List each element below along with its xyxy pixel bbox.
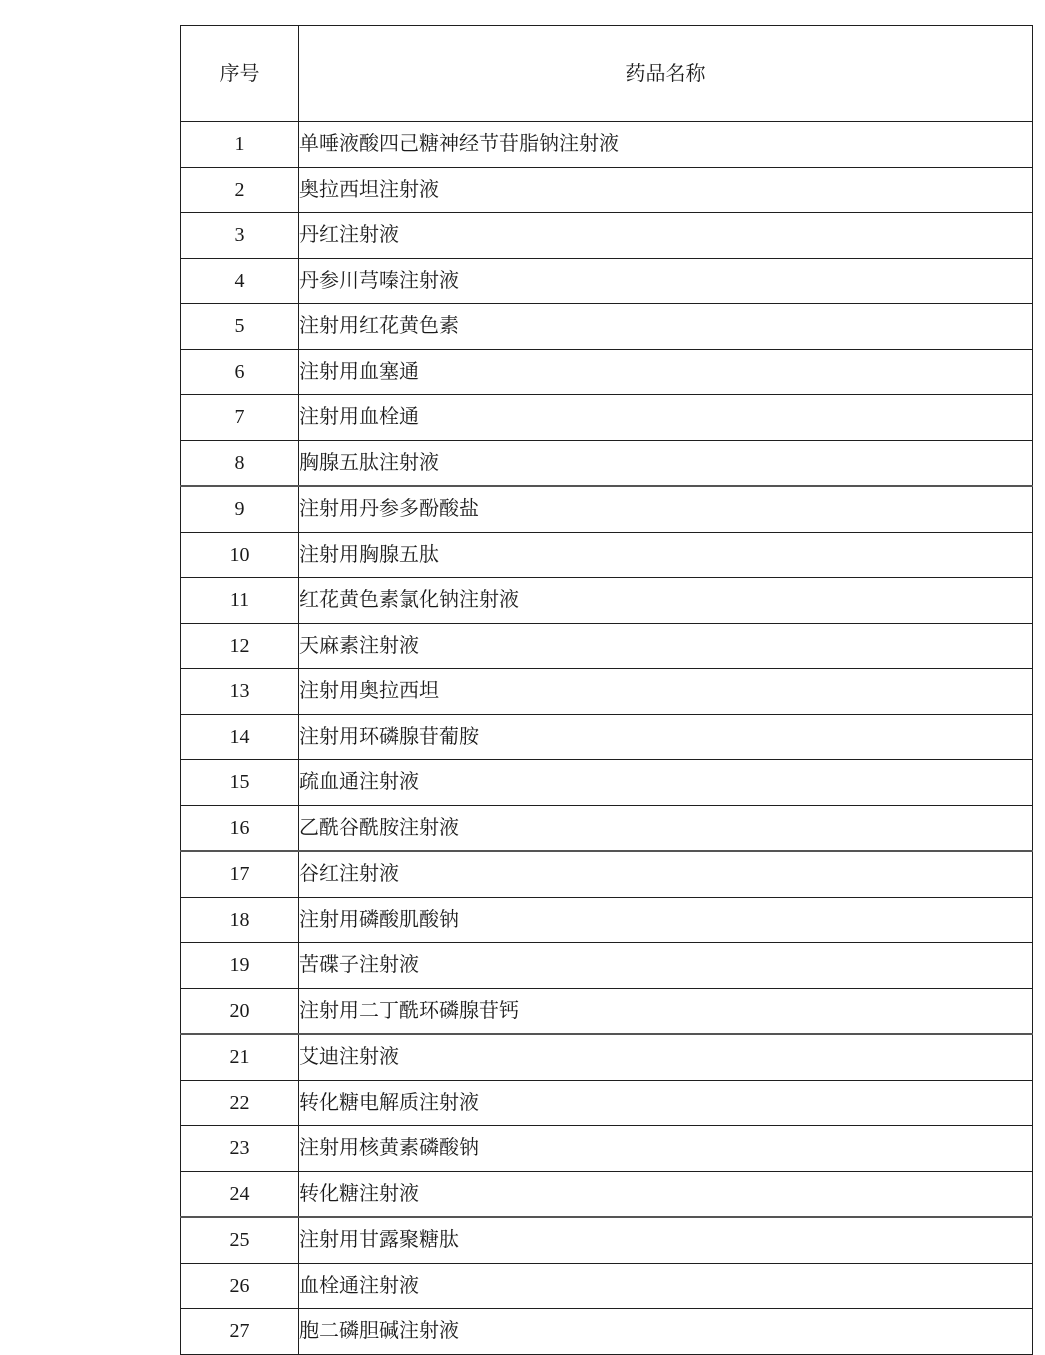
row-number-cell: 11 — [181, 578, 299, 624]
drug-table-header — [181, 26, 1033, 122]
drug-name-cell: 单唾液酸四己糖神经节苷脂钠注射液 — [299, 122, 1033, 168]
drug-name-cell: 注射用甘露聚糖肽 — [299, 1217, 1033, 1263]
drug-name-cell: 胞二磷胆碱注射液 — [299, 1309, 1033, 1355]
row-number-cell: 7 — [181, 395, 299, 441]
row-number-cell: 1 — [181, 122, 299, 168]
table-row — [181, 1126, 1033, 1172]
drug-name-cell: 胸腺五肽注射液 — [299, 440, 1033, 486]
table-row — [181, 988, 1033, 1034]
row-number-cell: 22 — [181, 1080, 299, 1126]
table-row — [181, 395, 1033, 441]
row-number-cell: 24 — [181, 1171, 299, 1217]
row-number-cell: 14 — [181, 714, 299, 760]
table-row — [181, 1309, 1033, 1355]
drug-name-cell: 疏血通注射液 — [299, 760, 1033, 806]
row-number-cell: 13 — [181, 669, 299, 715]
row-number-cell: 18 — [181, 897, 299, 943]
row-number-cell: 5 — [181, 304, 299, 350]
drug-name-cell: 乙酰谷酰胺注射液 — [299, 805, 1033, 851]
row-number-cell: 26 — [181, 1263, 299, 1309]
row-number-cell: 2 — [181, 167, 299, 213]
drug-name-cell: 转化糖注射液 — [299, 1171, 1033, 1217]
drug-name-cell: 艾迪注射液 — [299, 1034, 1033, 1080]
table-row — [181, 486, 1033, 532]
row-number-cell: 17 — [181, 851, 299, 897]
table-row — [181, 1034, 1033, 1080]
drug-name-cell: 血栓通注射液 — [299, 1263, 1033, 1309]
drug-name-cell: 注射用红花黄色素 — [299, 304, 1033, 350]
table-row — [181, 1263, 1033, 1309]
table-row — [181, 578, 1033, 624]
drug-name-cell: 苦碟子注射液 — [299, 943, 1033, 989]
row-number-cell: 21 — [181, 1034, 299, 1080]
row-number-cell: 12 — [181, 623, 299, 669]
drug-name-cell: 注射用环磷腺苷葡胺 — [299, 714, 1033, 760]
drug-name-cell: 丹红注射液 — [299, 213, 1033, 259]
table-row — [181, 851, 1033, 897]
drug-name-cell: 注射用胸腺五肽 — [299, 532, 1033, 578]
drug-name-cell: 注射用磷酸肌酸钠 — [299, 897, 1033, 943]
table-row — [181, 167, 1033, 213]
drug-table-body — [181, 122, 1033, 1355]
drug-name-cell: 注射用丹参多酚酸盐 — [299, 486, 1033, 532]
drug-name-cell: 红花黄色素氯化钠注射液 — [299, 578, 1033, 624]
row-number-cell: 9 — [181, 486, 299, 532]
row-number-cell: 15 — [181, 760, 299, 806]
drug-name-cell: 奥拉西坦注射液 — [299, 167, 1033, 213]
drug-name-cell: 注射用血栓通 — [299, 395, 1033, 441]
table-row — [181, 760, 1033, 806]
row-number-cell: 19 — [181, 943, 299, 989]
row-number-cell: 4 — [181, 258, 299, 304]
drug-list-document — [180, 25, 1032, 1355]
table-row — [181, 213, 1033, 259]
table-row — [181, 623, 1033, 669]
table-row — [181, 897, 1033, 943]
column-header-serial-number: 序号 — [181, 26, 299, 122]
table-row — [181, 349, 1033, 395]
table-row — [181, 943, 1033, 989]
drug-name-cell: 天麻素注射液 — [299, 623, 1033, 669]
drug-name-cell: 谷红注射液 — [299, 851, 1033, 897]
row-number-cell: 16 — [181, 805, 299, 851]
table-row — [181, 440, 1033, 486]
drug-name-cell: 注射用奥拉西坦 — [299, 669, 1033, 715]
table-row — [181, 1217, 1033, 1263]
table-row — [181, 532, 1033, 578]
column-header-drug-name: 药品名称 — [299, 26, 1033, 122]
table-row — [181, 805, 1033, 851]
table-row — [181, 669, 1033, 715]
row-number-cell: 10 — [181, 532, 299, 578]
table-row — [181, 304, 1033, 350]
row-number-cell: 23 — [181, 1126, 299, 1172]
row-number-cell: 3 — [181, 213, 299, 259]
table-row — [181, 1171, 1033, 1217]
header-row — [181, 26, 1033, 122]
row-number-cell: 8 — [181, 440, 299, 486]
row-number-cell: 20 — [181, 988, 299, 1034]
table-row — [181, 714, 1033, 760]
drug-table — [180, 25, 1033, 1355]
row-number-cell: 25 — [181, 1217, 299, 1263]
drug-name-cell: 注射用血塞通 — [299, 349, 1033, 395]
table-row — [181, 258, 1033, 304]
table-row — [181, 1080, 1033, 1126]
table-row — [181, 122, 1033, 168]
row-number-cell: 27 — [181, 1309, 299, 1355]
drug-name-cell: 注射用核黄素磷酸钠 — [299, 1126, 1033, 1172]
drug-name-cell: 注射用二丁酰环磷腺苷钙 — [299, 988, 1033, 1034]
drug-name-cell: 转化糖电解质注射液 — [299, 1080, 1033, 1126]
drug-name-cell: 丹参川芎嗪注射液 — [299, 258, 1033, 304]
row-number-cell: 6 — [181, 349, 299, 395]
